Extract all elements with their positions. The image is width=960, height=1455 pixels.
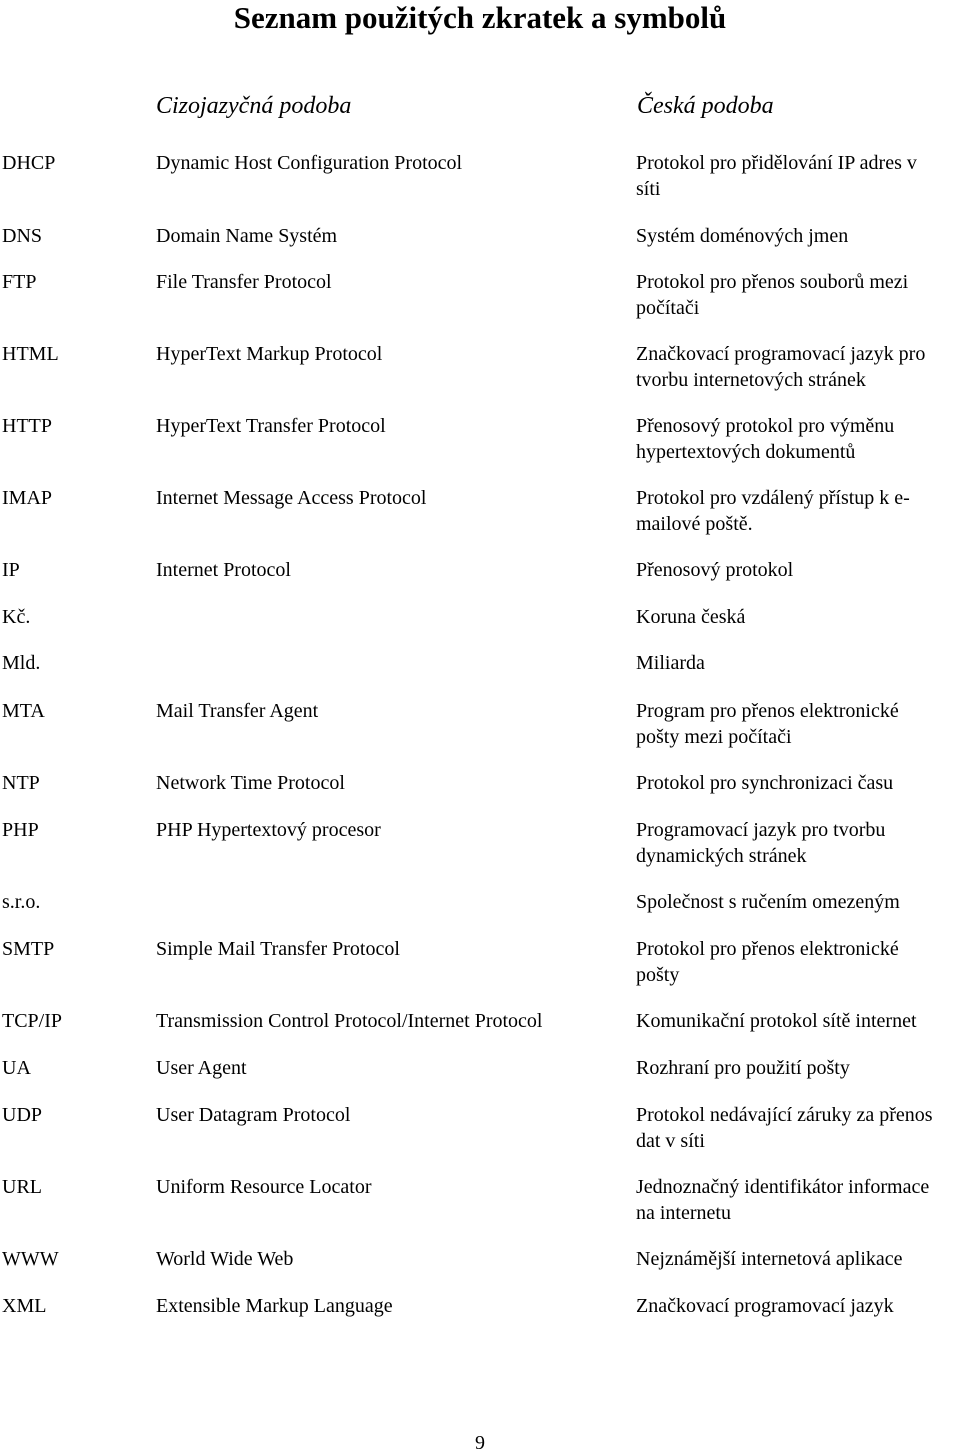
czech-line: Protokol pro vzdálený přístup k e-: [636, 487, 910, 509]
czech-line: dat v síti: [636, 1130, 705, 1152]
czech-form: [636, 1102, 960, 1154]
abbreviation: DNS: [2, 225, 43, 247]
page-number: 9: [475, 1432, 485, 1454]
abbreviation: TCP/IP: [2, 1010, 63, 1032]
czech-form: [636, 223, 960, 249]
foreign-form: User Agent: [156, 1057, 247, 1079]
czech-line: Protokol pro synchronizaci času: [636, 772, 894, 794]
foreign-form: Network Time Protocol: [156, 772, 345, 794]
page-title: Seznam použitých zkratek a symbolů: [233, 0, 727, 35]
czech-form: [636, 1008, 960, 1034]
czech-form: [636, 269, 960, 321]
czech-form: [636, 1055, 960, 1081]
czech-form: [636, 1293, 960, 1319]
column-header-foreign: Cizojazyčná podoba: [156, 93, 352, 119]
foreign-form: HyperText Markup Protocol: [156, 343, 383, 365]
abbreviation: PHP: [2, 819, 39, 841]
abbreviation: s.r.o.: [2, 891, 41, 913]
abbreviation: HTTP: [2, 415, 52, 437]
czech-line: Koruna česká: [636, 606, 746, 628]
czech-line: Rozhraní pro použití pošty: [636, 1057, 850, 1079]
czech-form: [636, 557, 960, 583]
abbreviation: IMAP: [2, 487, 53, 509]
czech-line: tvorbu internetových stránek: [636, 369, 866, 391]
czech-line: Jednoznačný identifikátor informace: [636, 1176, 930, 1198]
czech-form: [636, 150, 960, 202]
czech-form: [636, 650, 960, 676]
foreign-form: File Transfer Protocol: [156, 271, 332, 293]
foreign-form: PHP Hypertextový procesor: [156, 819, 381, 841]
abbreviation: Kč.: [2, 606, 31, 628]
czech-line: Přenosový protokol pro výměnu: [636, 415, 895, 437]
czech-form: [636, 817, 960, 869]
czech-form: [636, 770, 960, 796]
czech-form: [636, 936, 960, 988]
czech-line: pošty: [636, 964, 680, 986]
foreign-form: Simple Mail Transfer Protocol: [156, 938, 400, 960]
abbreviation: UDP: [2, 1104, 43, 1126]
foreign-form: HyperText Transfer Protocol: [156, 415, 386, 437]
czech-line: Přenosový protokol: [636, 559, 794, 581]
foreign-form: Mail Transfer Agent: [156, 700, 319, 722]
foreign-form: User Datagram Protocol: [156, 1104, 351, 1126]
abbreviation: FTP: [2, 271, 37, 293]
czech-form: [636, 889, 960, 915]
czech-line: Protokol pro přenos souborů mezi: [636, 271, 909, 293]
czech-form: [636, 698, 960, 750]
abbreviation: IP: [2, 559, 20, 581]
czech-line: mailové poště.: [636, 513, 753, 535]
czech-line: Programovací jazyk pro tvorbu: [636, 819, 886, 841]
czech-form: [636, 604, 960, 630]
foreign-form: Domain Name Systém: [156, 225, 338, 247]
foreign-form: Extensible Markup Language: [156, 1295, 393, 1317]
column-header-czech: Česká podoba: [637, 93, 774, 119]
czech-line: dynamických stránek: [636, 845, 807, 867]
abbreviation: Mld.: [2, 652, 41, 674]
czech-form: [636, 1174, 960, 1226]
abbreviation: XML: [2, 1295, 47, 1317]
czech-line: Miliarda: [636, 652, 705, 674]
czech-line: Program pro přenos elektronické: [636, 700, 899, 722]
foreign-form: Uniform Resource Locator: [156, 1176, 372, 1198]
czech-line: na internetu: [636, 1202, 731, 1224]
czech-line: Systém doménových jmen: [636, 225, 849, 247]
czech-line: Protokol pro přidělování IP adres v: [636, 152, 917, 174]
abbreviation: MTA: [2, 700, 45, 722]
abbreviation: HTML: [2, 343, 59, 365]
foreign-form: World Wide Web: [156, 1248, 294, 1270]
abbreviation: WWW: [2, 1248, 59, 1270]
czech-form: [636, 1246, 960, 1272]
czech-form: [636, 413, 960, 465]
abbreviation: UA: [2, 1057, 31, 1079]
czech-form: [636, 485, 960, 537]
abbreviation: NTP: [2, 772, 40, 794]
czech-line: pošty mezi počítači: [636, 726, 792, 748]
czech-line: Protokol nedávající záruky za přenos: [636, 1104, 933, 1126]
foreign-form: Dynamic Host Configuration Protocol: [156, 152, 463, 174]
czech-line: Značkovací programovací jazyk pro: [636, 343, 926, 365]
foreign-form: Internet Protocol: [156, 559, 291, 581]
czech-line: síti: [636, 178, 661, 200]
czech-line: Protokol pro přenos elektronické: [636, 938, 899, 960]
czech-line: Značkovací programovací jazyk: [636, 1295, 894, 1317]
czech-line: hypertextových dokumentů: [636, 441, 856, 463]
czech-line: Společnost s ručením omezeným: [636, 891, 900, 913]
foreign-form: Transmission Control Protocol/Internet Protocol: [156, 1010, 543, 1032]
abbreviation: URL: [2, 1176, 42, 1198]
czech-line: Nejznámější internetová aplikace: [636, 1248, 903, 1270]
abbreviation: SMTP: [2, 938, 55, 960]
czech-form: [636, 341, 960, 393]
czech-line: počítači: [636, 297, 700, 319]
foreign-form: Internet Message Access Protocol: [156, 487, 427, 509]
abbreviation: DHCP: [2, 152, 56, 174]
czech-line: Komunikační protokol sítě internet: [636, 1010, 917, 1032]
